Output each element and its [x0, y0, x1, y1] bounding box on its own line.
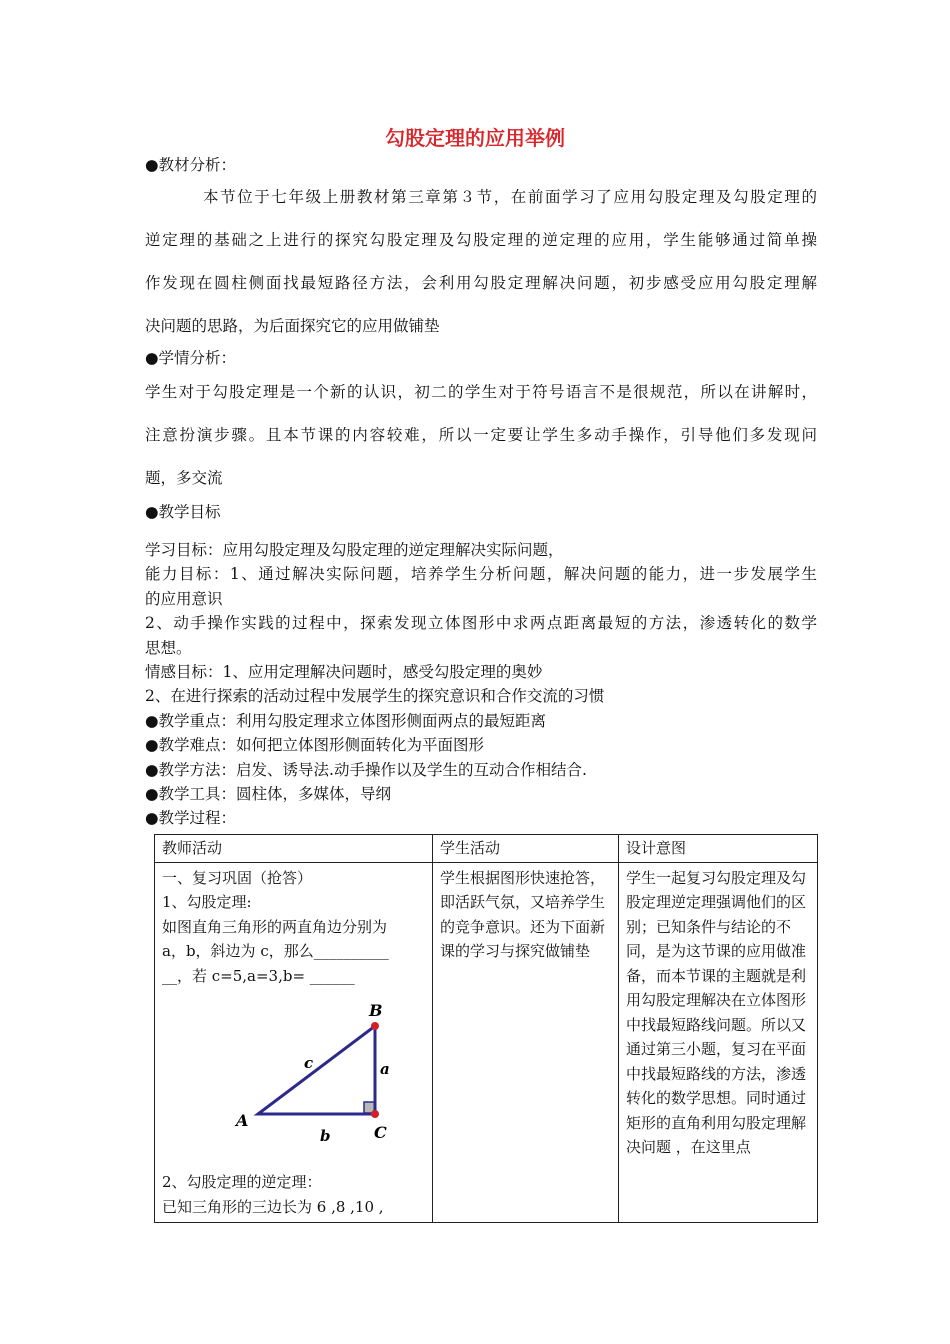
- student-line: 注意扮演步骤。且本节课的内容较难，所以一定要让学生多动手操作，引导他们多发现问: [145, 426, 817, 444]
- page-title: 勾股定理的应用举例: [385, 126, 565, 150]
- material-line: 决问题的思路，为后面探究它的应用做铺垫: [145, 317, 440, 335]
- process-heading: ●教学过程：: [145, 809, 237, 828]
- right-triangle-figure: [192, 996, 404, 1164]
- goal-line: 2、在进行探索的活动过程中发展学生的探究意识和合作交流的习惯: [145, 687, 605, 706]
- goal-line: 2、动手操作实践的过程中，探索发现立体图形中求两点距离最短的方法，渗透转化的数学: [145, 614, 817, 633]
- student-heading: ●学情分析：: [145, 349, 237, 367]
- point-c: [371, 1110, 379, 1118]
- difficulty: ●教学难点：如何把立体图形侧面转化为平面图形: [145, 736, 485, 755]
- method: ●教学方法：启发、诱导法.动手操作以及学生的互动合作相结合.: [145, 760, 587, 779]
- tools: ●教学工具：圆柱体，多媒体，导纲: [145, 785, 392, 804]
- material-heading: ●教材分析：: [145, 156, 237, 174]
- material-line: 逆定理的基础之上进行的探究勾股定理及勾股定理的逆定理的应用，学生能够通过简单操: [145, 231, 817, 249]
- goal-line: 学习目标：应用勾股定理及勾股定理的逆定理解决实际问题，: [145, 541, 564, 559]
- teacher-line: 一、复习巩固（抢答）: [162, 868, 313, 887]
- side-label-c: c: [304, 1054, 314, 1072]
- student-line: 题，多交流: [145, 469, 223, 487]
- teacher-cell: [155, 862, 433, 1223]
- goal-line: 能力目标：1、通过解决实际问题，培养学生分析问题，解决问题的能力，进一步发展学生: [145, 565, 817, 584]
- side-label-b: b: [320, 1127, 331, 1145]
- teacher-line: 已知三角形的三边长为 6 ,8 ,10 ,: [162, 1197, 384, 1216]
- header-design: 设计意图: [619, 835, 818, 863]
- student-activity-cell: 学生根据图形快速抢答，即活跃气氛，又培养学生的竞争意识。还为下面新课的学习与探究做铺垫: [433, 862, 619, 1223]
- key-point: ●教学重点：利用勾股定理求立体图形侧面两点的最短距离: [145, 711, 547, 730]
- teacher-line: a，b，斜边为 c，那么__________: [162, 942, 389, 960]
- teacher-line: 2、勾股定理的逆定理：: [162, 1173, 322, 1191]
- teacher-line: 如图直角三角形的两直角边分别为: [162, 917, 388, 936]
- teacher-line: __，若 c=5,a=3,b= ______: [162, 966, 355, 985]
- goal-line: 的应用意识: [145, 589, 223, 608]
- material-line: 本节位于七年级上册教材第三章第３节，在前面学习了应用勾股定理及勾股定理的: [203, 188, 817, 206]
- header-teacher: 教师活动: [155, 835, 433, 863]
- material-paragraph: [145, 186, 817, 338]
- student-line: 学生对于勾股定理是一个新的认识，初二的学生对于符号语言不是很规范，所以在讲解时，: [145, 383, 817, 401]
- triangle-outline: [258, 1026, 375, 1114]
- material-line: 作发现在圆柱侧面找最短路径方法，会利用勾股定理解决问题，初步感受应用勾股定理解: [145, 274, 817, 292]
- goal-heading: ●教学目标: [145, 503, 221, 521]
- table-header-row: [155, 835, 818, 863]
- goal-line: 情感目标：1、应用定理解决问题时，感受勾股定理的奥妙: [145, 663, 543, 682]
- header-student: 学生活动: [433, 835, 619, 863]
- design-intent-cell: 学生一起复习勾股定理及勾股定理逆定理强调他们的区别；已知条件与结论的不同，是为这节课的应用做准备，而本节课的主题就是利用勾股定理解决在立体图形中找最短路线问题。所以又通过第三小题，复习在平面中找最短路线的方法，渗透转化的数学思想。同时通过矩形的直角利用勾股定理解决问题 ，在这里点: [619, 862, 818, 1223]
- point-b: [371, 1022, 379, 1030]
- goal-paragraph: [145, 538, 817, 831]
- teacher-line: 1、勾股定理:: [162, 893, 252, 911]
- vertex-label-c: C: [374, 1123, 387, 1142]
- vertex-label-b: B: [369, 1001, 383, 1020]
- side-label-a: a: [380, 1060, 390, 1078]
- goal-line: 思想。: [145, 638, 192, 657]
- process-table: [154, 834, 818, 1223]
- vertex-label-a: A: [236, 1111, 249, 1130]
- table-row: [155, 862, 818, 1223]
- right-triangle-diagram: [192, 996, 404, 1164]
- student-paragraph: [145, 381, 817, 490]
